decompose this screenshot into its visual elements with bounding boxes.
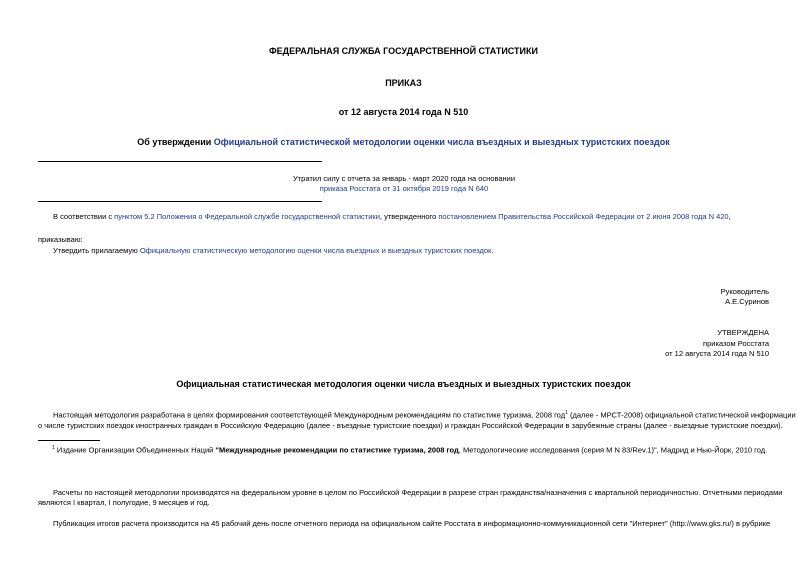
preamble-text: , утвержденного: [379, 212, 439, 221]
approval-order: приказом Росстата: [703, 339, 769, 348]
approval-date: от 12 августа 2014 года N 510: [665, 349, 769, 358]
document-type: ПРИКАЗ: [385, 78, 422, 88]
regulation-link[interactable]: пунктом 5.2 Положения о Федеральной службе государственной статистики: [114, 212, 380, 221]
approve-text: .: [491, 246, 494, 255]
preamble-paragraph: [53, 212, 731, 222]
divider-bottom: [38, 201, 322, 202]
signatory-name: А.Е.Суринов: [725, 297, 769, 306]
footnote-text: Издание Организации Объединенных Наций: [54, 445, 216, 455]
approve-paragraph: [53, 246, 493, 256]
status-note-line: Утратил силу с отчета за январь - март 2020 года на основании: [292, 174, 516, 183]
footnote-reference[interactable]: 1: [565, 410, 568, 416]
status-note-link[interactable]: приказа Росстата от 31 октября 2019 года N 640: [319, 184, 489, 193]
approval-stamp: УТВЕРЖДЕНА: [717, 328, 769, 337]
document-title: [0, 137, 807, 147]
methodology-paragraph-3: Публикация итогов расчета производится на 45 рабочий день после отчетного периода на официальном сайте Росстата в информационно-коммуникационной сети "Интернет" (http://www.gks.ru/) в рубрике: [53, 519, 771, 528]
footnote-text: , Методологические исследования (серия M N 83/Rev.1)", Мадрид и Нью-Йорк, 2010 год.: [458, 445, 768, 455]
divider-top: [38, 161, 322, 162]
paragraph-text: (далее - МРСТ-2008) официальной статистической информации: [567, 410, 796, 420]
methodology-link[interactable]: Официальную статистическую методологию оценки числа въездных и выездных туристских поездок: [139, 246, 492, 255]
footnote: [52, 443, 767, 456]
preamble-text: В соответствии с: [53, 212, 115, 221]
footnote-publication-title: "Международные рекомендации по статистике туризма, 2008 год: [215, 445, 459, 455]
government-decree-link[interactable]: постановлением Правительства Российской Федерации от 2 июня 2008 года N 420: [438, 212, 729, 221]
preamble-text: ,: [728, 212, 731, 221]
methodology-paragraph-1-cont: о числе туристских поездок иностранных граждан в Российскую Федерацию (далее - въездные туристские поездки) и граждан Российской Федерации в зарубежные страны (далее - выездные туристские поездки).: [38, 421, 783, 430]
signatory-role: Руководитель: [720, 287, 769, 296]
methodology-paragraph-1: [53, 408, 796, 421]
title-link[interactable]: Официальной статистической методологии оценки числа въездных и выездных туристских поездок: [213, 137, 670, 147]
footnote-divider: [38, 440, 100, 441]
methodology-paragraph-2: Расчеты по настоящей методологии производятся на федеральном уровне в целом по Российской Федерации в разрезе стран гражданства/назначения с квартальной периодичностью. Отчетными периодами: [53, 488, 783, 497]
methodology-title: Официальная статистическая методология оценки числа въездных и выездных туристских поездок: [176, 379, 631, 389]
approve-text: Утвердить прилагаемую: [53, 246, 140, 255]
agency-heading: ФЕДЕРАЛЬНАЯ СЛУЖБА ГОСУДАРСТВЕННОЙ СТАТИСТИКИ: [269, 46, 538, 56]
document-date-number: от 12 августа 2014 года N 510: [338, 107, 469, 117]
paragraph-text: Настоящая методология разработана в целях формирования соответствующей Международным рекомендациям по статистике туризма, 2008 год: [53, 410, 566, 420]
footnote-mark: 1: [52, 445, 55, 451]
methodology-paragraph-2-cont: являются I квартал, I полугодие, 9 месяцев и год.: [38, 498, 210, 507]
orders-text: приказываю:: [38, 235, 83, 244]
title-prefix: Об утверждении: [137, 137, 214, 147]
